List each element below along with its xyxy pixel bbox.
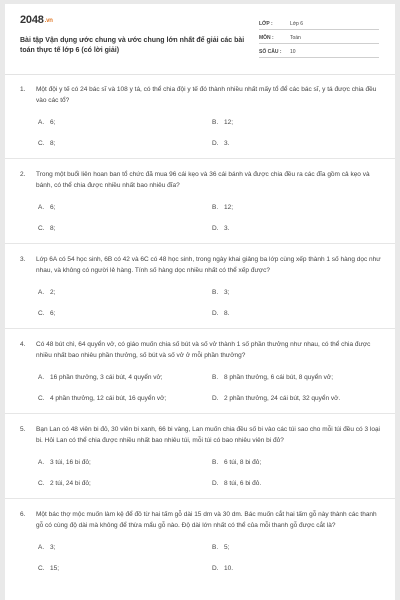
question-item [20,424,385,488]
option-letter: D. [212,480,219,487]
answer-option[interactable] [212,309,386,318]
option-text: 8; [50,140,56,147]
answer-option[interactable] [212,458,386,467]
meta-info [259,18,379,58]
option-text: 2 phần thưởng, 24 cái bút, 32 quyển vở. [224,395,341,402]
header-divider [5,74,395,75]
option-text: 10. [224,565,234,572]
question-text: Một bác thợ mộc muốn làm kệ để đồ từ hai tấm gỗ dài 15 dm và 30 dm. Bác muốn cắt hai tấm gỗ này thành các thanh gỗ có cùng độ dài mà không để thừa mẩu gỗ nào. Độ dài lớn nhất có thể của mỗi thanh gỗ được cắt là? [36,511,377,529]
answer-option[interactable] [38,139,212,148]
option-text: 5; [224,544,230,551]
meta-label: MÔN : [259,34,274,41]
meta-row-subject [259,32,379,44]
option-letter: B. [212,459,219,466]
option-letter: D. [212,565,219,572]
question-item [20,169,385,233]
answer-option[interactable] [212,139,386,148]
option-text: 6 túi, 8 bi đỏ; [224,459,262,466]
answer-option[interactable] [212,288,386,297]
meta-value: 10 [290,48,296,55]
option-letter: B. [212,119,219,126]
question-number: 4. [20,341,26,348]
answer-options [38,118,385,148]
option-letter: B. [212,289,219,296]
question-item [20,339,385,403]
question-number: 5. [20,426,26,433]
option-text: 8 phần thưởng, 6 cái bút, 8 quyển vở; [224,374,334,381]
question-divider [5,328,395,329]
option-letter: C. [38,480,45,487]
option-letter: C. [38,140,45,147]
answer-options [38,458,385,488]
answer-option[interactable] [38,288,212,297]
question-number: 6. [20,511,26,518]
answer-option[interactable] [38,394,212,403]
option-text: 15; [50,565,60,572]
site-logo[interactable] [20,14,53,26]
logo-suffix: .vn [44,18,53,24]
option-text: 2 túi, 24 bi đỏ; [50,480,91,487]
worksheet-title: Bài tập Vận dụng ước chung và ước chung lớn nhất để giải các bài toán thực tế lớp 6 (có lời giải) [20,37,245,54]
question-divider [5,243,395,244]
question-text: Lớp 6A có 54 học sinh, 6B có 42 và 6C có 48 học sinh, trong ngày khai giảng ba lớp cùng xếp thành 1 số hàng dọc như nhau, và không có người lẻ hàng. Tính số hàng dọc nhiều nhất có thể xếp được? [36,256,381,274]
option-text: 3; [50,544,56,551]
answer-options [38,203,385,233]
answer-option[interactable] [38,309,212,318]
option-letter: A. [38,374,45,381]
option-text: 8 túi, 6 bi đỏ. [224,480,262,487]
question-item [20,509,385,573]
question-divider [5,413,395,414]
meta-row-class [259,18,379,30]
option-text: 8; [50,225,56,232]
option-text: 2; [50,289,56,296]
question-number: 1. [20,86,26,93]
option-letter: B. [212,544,219,551]
question-item [20,84,385,148]
meta-label: LỚP : [259,20,273,27]
answer-option[interactable] [212,479,386,488]
option-letter: D. [212,140,219,147]
question-text: Có 48 bút chì, 64 quyển vở, có giáo muốn chia số bút và số vở thành 1 số phần thưởng như nhau, có thể chia được nhiều nhất bao nhiêu phần thưởng, số bút và số vở ở mỗi phần thưởng? [36,341,371,359]
option-text: 16 phần thưởng, 3 cái bút, 4 quyển vở; [50,374,163,381]
answer-option[interactable] [38,479,212,488]
question-item [20,254,385,318]
worksheet-page [5,4,395,600]
answer-options [38,373,385,403]
option-text: 4 phần thưởng, 12 cái bút, 16 quyển vở; [50,395,167,402]
option-text: 12; [224,204,234,211]
answer-option[interactable] [212,118,386,127]
option-text: 6; [50,204,56,211]
option-text: 3. [224,140,230,147]
option-letter: A. [38,289,45,296]
answer-option[interactable] [38,203,212,212]
question-number: 3. [20,256,26,263]
question-list [20,84,385,573]
meta-row-count [259,46,379,58]
option-letter: D. [212,310,219,317]
answer-option[interactable] [212,543,386,552]
answer-option[interactable] [38,543,212,552]
meta-value: Toán [290,34,301,41]
option-letter: D. [212,395,219,402]
option-letter: A. [38,204,45,211]
option-letter: C. [38,565,45,572]
question-divider [5,158,395,159]
option-letter: A. [38,459,45,466]
option-text: 3; [224,289,230,296]
worksheet-header [20,12,392,64]
answer-option[interactable] [38,224,212,233]
question-text: Một đội y tế có 24 bác sĩ và 108 y tá, có thể chia đội y tế đó thành nhiều nhất mấy tổ để các bác sĩ, y tá được chia đều vào các tổ? [36,86,377,104]
answer-options [38,288,385,318]
option-letter: C. [38,310,45,317]
option-letter: D. [212,225,219,232]
option-letter: A. [38,119,45,126]
question-number: 2. [20,171,26,178]
option-text: 6; [50,119,56,126]
option-letter: C. [38,395,45,402]
answer-option[interactable] [212,203,386,212]
answer-option[interactable] [38,564,212,573]
answer-option[interactable] [212,394,386,403]
meta-value: Lớp 6 [290,20,304,27]
answer-options [38,543,385,573]
meta-label: SỐ CÂU : [259,48,282,55]
option-text: 8. [224,310,230,317]
question-text: Bạn Lan có 48 viên bi đỏ, 30 viên bi xanh, 66 bi vàng, Lan muốn chia đều số bi vào các túi sao cho mỗi túi đều có 3 loại bi. Hỏi Lan có thể chia được nhiều nhất bao nhiêu túi, mỗi túi có bao nhiêu viên bi đỏ? [36,426,381,444]
option-letter: A. [38,544,45,551]
question-divider [5,498,395,499]
answer-option[interactable] [38,458,212,467]
logo-brand: 2048 [20,14,44,26]
answer-option[interactable] [212,373,386,382]
option-text: 12; [224,119,234,126]
option-letter: B. [212,374,219,381]
answer-option[interactable] [212,564,386,573]
option-text: 3 túi, 16 bi đỏ; [50,459,91,466]
answer-option[interactable] [212,224,386,233]
option-letter: B. [212,204,219,211]
answer-option[interactable] [38,118,212,127]
question-text: Trong một buổi liên hoan ban tổ chức đã mua 96 cái kẹo và 36 cái bánh và được chia đều ra các đĩa gồm cả kẹo và bánh, có thể chia được nhiều nhất bao nhiêu đĩa? [36,171,370,189]
answer-option[interactable] [38,373,212,382]
option-letter: C. [38,225,45,232]
option-text: 6; [50,310,56,317]
option-text: 3. [224,225,230,232]
